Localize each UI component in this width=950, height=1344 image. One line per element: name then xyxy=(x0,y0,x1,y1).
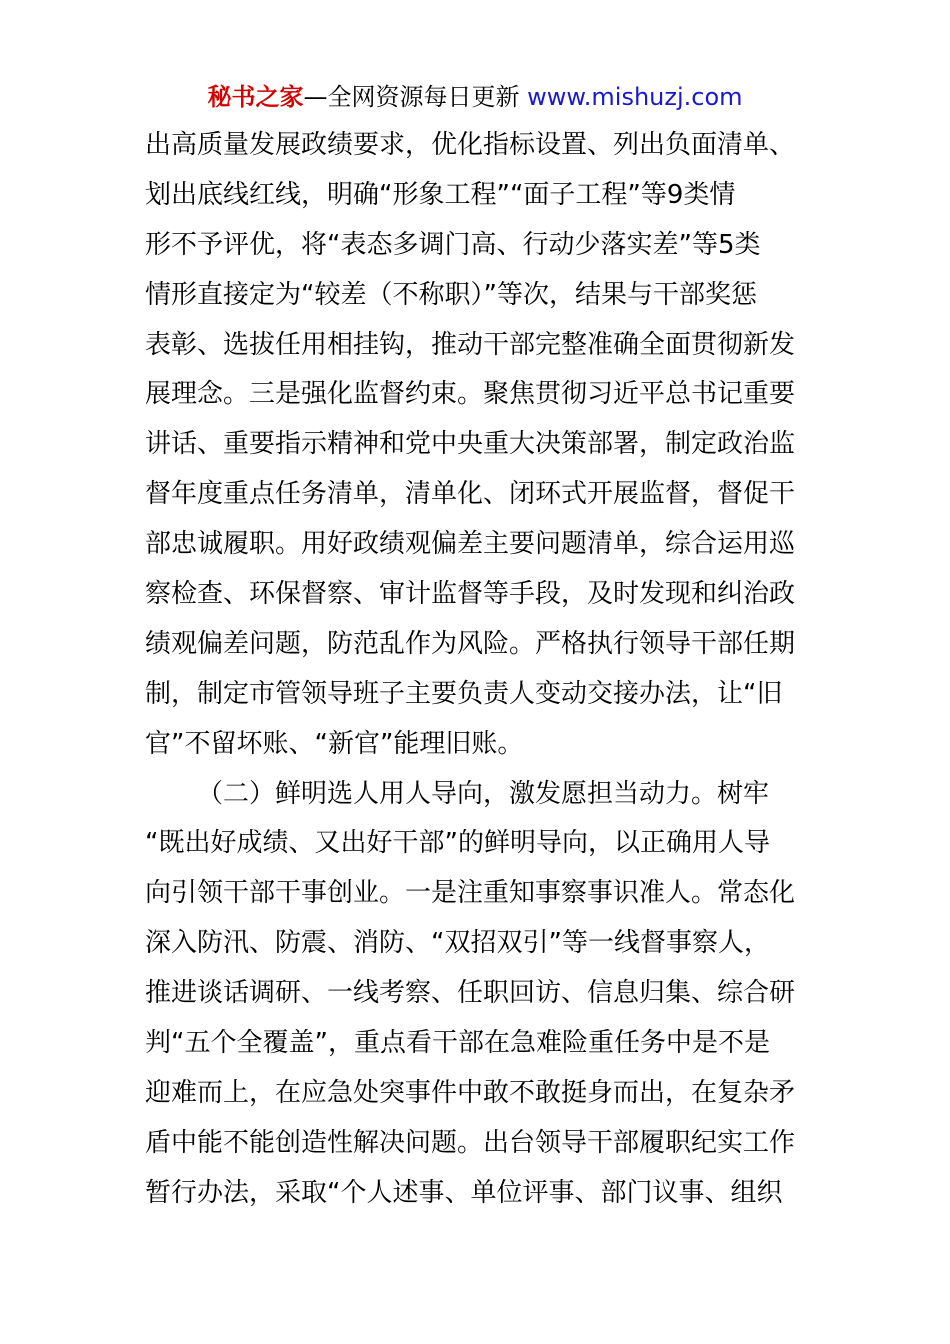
text-line: “既出好成绩、又出好干部”的鲜明导向，以正确用人导 xyxy=(145,828,770,859)
text-line: 情形直接定为“较差（不称职）”等次，结果与干部奖惩 xyxy=(145,279,757,310)
text-line: 官”不留坏账、“新官”能理旧账。 xyxy=(145,728,524,759)
section-heading-line: （二）鲜明选人用人导向，激发愿担当动力。树牢 xyxy=(197,778,770,809)
text-line: 察检查、环保督察、审计监督等手段，及时发现和纠治政 xyxy=(145,579,796,610)
page-header xyxy=(0,80,950,114)
text-line: 迎难而上，在应急处突事件中敢不敢挺身而出，在复杂矛 xyxy=(145,1077,796,1108)
document-body xyxy=(145,121,810,1219)
text-line: 判“五个全覆盖”，重点看干部在急难险重任务中是不是 xyxy=(145,1028,770,1059)
text-line: 向引领干部干事创业。一是注重知事察事识准人。常态化 xyxy=(145,878,796,909)
text-line: 讲话、重要指示精神和党中央重大决策部署，制定政治监 xyxy=(145,429,796,460)
text-line: 督年度重点任务清单，清单化、闭环式开展监督，督促干 xyxy=(145,479,796,510)
text-line: 绩观偏差问题，防范乱作为风险。严格执行领导干部任期 xyxy=(145,628,796,659)
text-line: 推进谈话调研、一线考察、任职回访、信息归集、综合研 xyxy=(145,978,796,1009)
text-line: 表彰、选拔任用相挂钩，推动干部完整准确全面贯彻新发 xyxy=(145,329,796,360)
text-line: 展理念。三是强化监督约束。聚焦贯彻习近平总书记重要 xyxy=(145,379,796,410)
site-brand: 秘书之家 xyxy=(207,83,304,111)
site-tagline: —全网资源每日更新 xyxy=(303,83,520,111)
text-line: 形不予评优，将“表态多调门高、行动少落实差”等5类 xyxy=(145,229,761,260)
text-line: 制，制定市管领导班子主要负责人变动交接办法，让“旧 xyxy=(145,678,783,709)
text-line: 深入防汛、防震、消防、“双招双引”等一线督事察人， xyxy=(145,928,770,959)
site-url-link[interactable]: www.mishuzj.com xyxy=(527,83,743,111)
text-line: 暂行办法，采取“个人述事、单位评事、部门议事、组织 xyxy=(145,1177,783,1208)
text-line: 部忠诚履职。用好政绩观偏差主要问题清单，综合运用巡 xyxy=(145,529,796,560)
text-line: 划出底线红线，明确“形象工程”“面子工程”等9类情 xyxy=(145,179,736,210)
text-line: 盾中能不能创造性解决问题。出台领导干部履职纪实工作 xyxy=(145,1127,796,1158)
text-line: 出高质量发展政绩要求，优化指标设置、列出负面清单、 xyxy=(145,130,796,160)
